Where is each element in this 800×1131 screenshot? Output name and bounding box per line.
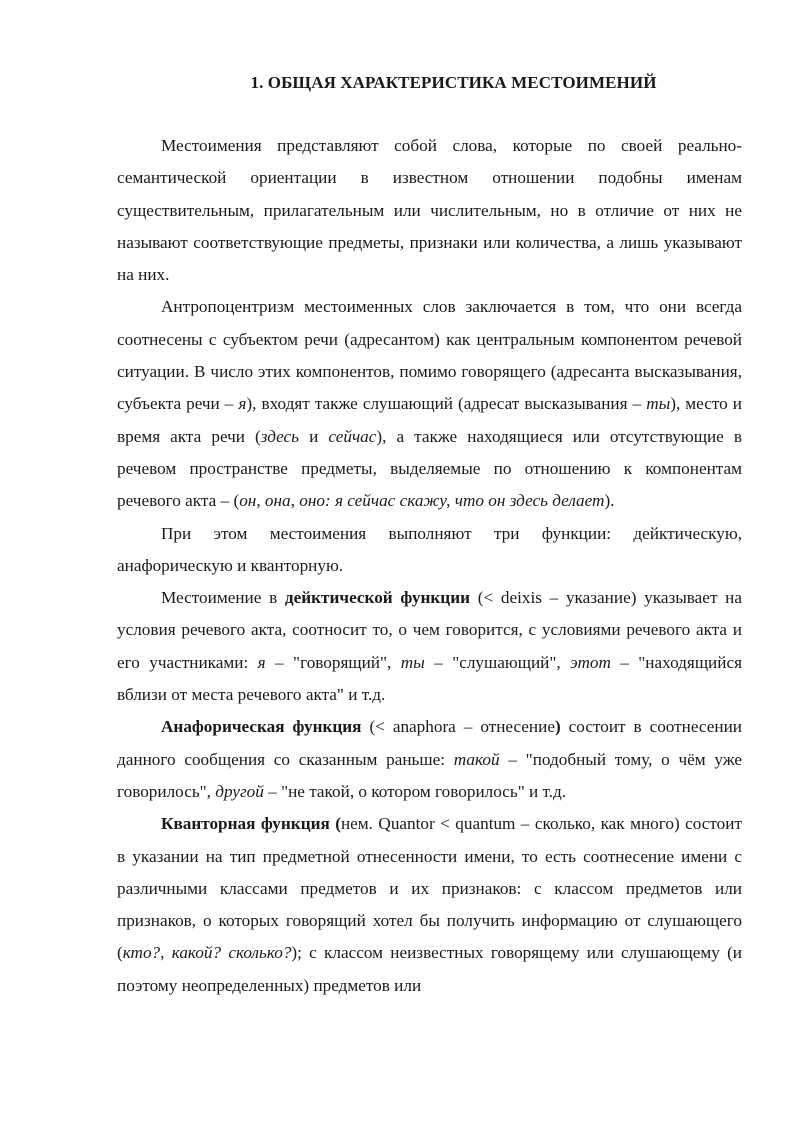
text-run: ). xyxy=(604,491,615,511)
text-run: Местоимение в xyxy=(161,588,285,608)
italic-example: сейчас xyxy=(328,426,377,446)
paragraph xyxy=(117,291,742,517)
italic-example: оно: я сейчас скажу, что он здесь делает xyxy=(299,491,605,511)
text-run: и xyxy=(299,426,329,446)
text-run: – "говорящий", xyxy=(265,652,401,672)
italic-example: другой xyxy=(215,781,264,801)
text-run: ), входят также слушающий (адресат высказывания – xyxy=(246,394,647,414)
text-run: состоит в соотнесении данного сообщения со сказанным раньше: xyxy=(117,717,742,769)
paragraph xyxy=(117,130,742,291)
paragraph xyxy=(117,808,742,1002)
text-run: – "не такой, о котором говорилось" и т.д. xyxy=(263,781,567,801)
text-run: (< anaphora – отнесение xyxy=(361,717,555,737)
text-run: – "подобный тому, о чём уже говорилось", xyxy=(117,749,743,801)
italic-example: ты xyxy=(646,394,671,414)
bold-term: дейктической функции xyxy=(284,588,471,608)
bold-term: Анафорическая функция xyxy=(161,717,362,737)
text-run: ); с классом неизвестных говорящему или слушающему (и поэтому неопределенных) предметов или xyxy=(117,943,743,995)
italic-example: я xyxy=(238,394,247,414)
text-run: ), место и время акта речи ( xyxy=(117,394,742,446)
italic-example: он xyxy=(239,491,257,511)
text-run: Местоимения представляют собой слова, которые по своей реально-семантической ориентации в известном отношении подобны именам существительным, прилагательным или числительным, но в отличие от них не называют соответствующие предметы, признаки или количества, а лишь указывают на них. xyxy=(117,136,742,285)
italic-example: кто? xyxy=(122,943,161,963)
text-run: – "находящийся вблизи от места речевого акта" и т.д. xyxy=(117,652,742,705)
body-text xyxy=(117,130,742,1002)
section-title: 1. ОБЩАЯ ХАРАКТЕРИСТИКА МЕСТОИМЕНИЙ xyxy=(250,73,657,92)
text-run: Антропоцентризм местоименных слов заключается в том, что они всегда соотнесены с субъектом речи (адресантом) как центральным компонентом речевой ситуации. В число этих компонентов, помимо говорящего (адресанта высказывания, субъекта речи – xyxy=(117,297,742,414)
italic-example: ты xyxy=(400,652,425,672)
paragraph xyxy=(117,582,742,711)
text-run: , xyxy=(290,491,300,511)
italic-example: здесь xyxy=(260,426,300,446)
text-run: , xyxy=(160,943,172,963)
text-run: нем. Quantor < quantum – сколько, как много) состоит в указании на тип предметной отнесенности имени, то есть соотнесение имени с различными классами предметов и их признаков: с классом предметов или признаков, о которых говорящий хотел бы получить информацию от слушающего ( xyxy=(117,814,742,963)
document-page xyxy=(117,72,742,1002)
italic-example: какой? сколько? xyxy=(171,943,292,963)
italic-example: этот xyxy=(570,652,611,672)
paragraph xyxy=(117,518,742,583)
text-run: , xyxy=(256,491,265,511)
text-run: При этом местоимения выполняют три функции: дейктическую, анафорическую и кванторную. xyxy=(117,523,742,575)
italic-example: она xyxy=(264,491,291,511)
text-run: – "слушающий", xyxy=(424,652,571,672)
bold-term: ) xyxy=(554,717,561,737)
italic-example: такой xyxy=(453,749,500,769)
italic-example: я xyxy=(257,652,266,672)
paragraph xyxy=(117,711,742,808)
text-run: (< deixis – указание) указывает на условия речевого акта, соотносит то, о чем говорится, с условиями речевого акта и его участниками: xyxy=(117,588,742,672)
bold-term: Кванторная функция ( xyxy=(161,814,341,834)
text-run: ), а также находящиеся или отсутствующие в речевом пространстве предметы, выделяемые по отношению к компонентам речевого акта – ( xyxy=(117,426,742,511)
